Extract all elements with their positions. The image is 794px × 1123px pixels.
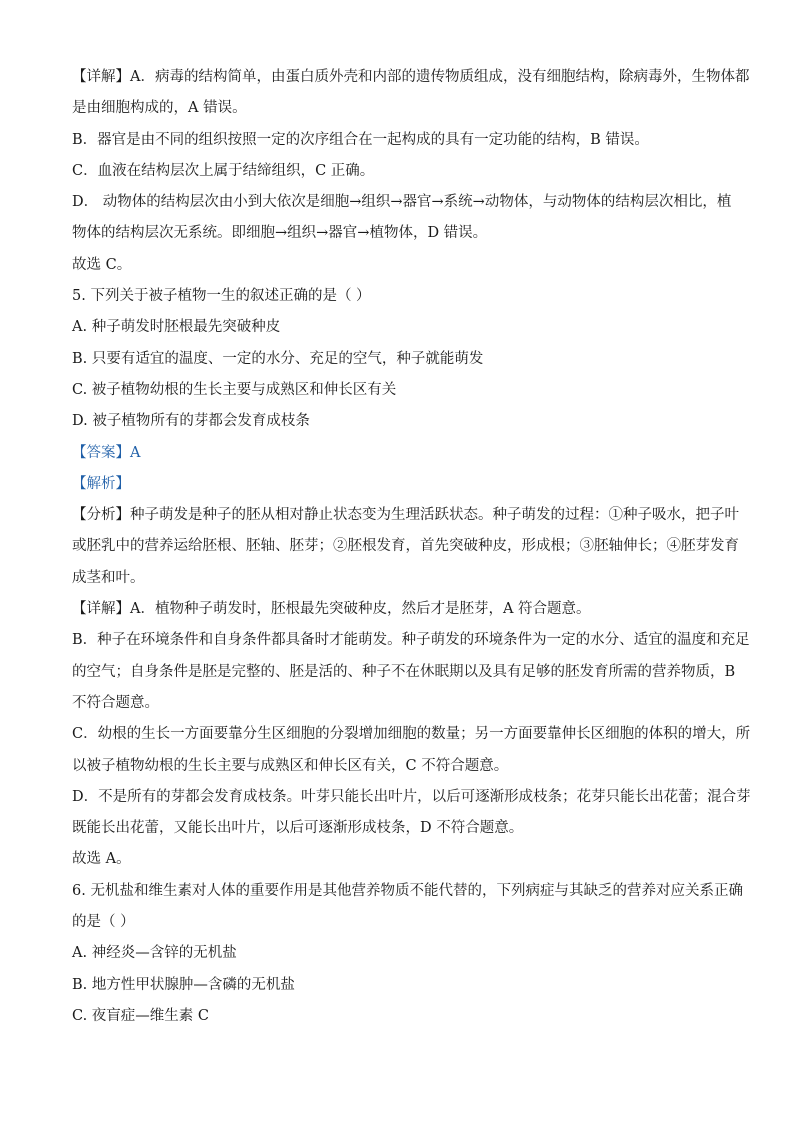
text-line: 既能长出花蕾，又能长出叶片，以后可逐渐形成枝条，D 不符合题意。 [72, 820, 524, 837]
paragraph [72, 125, 724, 156]
text-line: C. 被子植物幼根的生长主要与成熟区和伸长区有关 [72, 381, 397, 398]
text-line: 的空气；自身条件是胚是完整的、胚是活的、种子不在休眠期以及具有足够的胚发育所需的营养物质，B [72, 663, 736, 680]
text-line: 或胚乳中的营养运给胚根、胚轴、胚芽；②胚根发育，首先突破种皮，形成根；③胚轴伸长；④胚芽发育 [72, 538, 739, 555]
paragraph [72, 719, 751, 782]
text-line: D. 被子植物所有的芽都会发育成枝条 [72, 413, 310, 430]
text-line: C．血液在结构层次上属于结缔组织，C 正确。 [72, 162, 375, 179]
text-line: 故选 A。 [72, 851, 131, 868]
paragraph [72, 438, 724, 469]
text-line: 故选 C。 [72, 256, 132, 273]
text-line: A. 神经炎—含锌的无机盐 [72, 945, 237, 962]
text-line: A. 种子萌发时胚根最先突破种皮 [72, 319, 281, 336]
text-line: 【详解】A．病毒的结构简单，由蛋白质外壳和内部的遗传物质组成，没有细胞结构，除病毒外，生物体都 [72, 69, 750, 85]
text-line: C．幼根的生长一方面要靠分生区细胞的分裂增加细胞的数量；另一方面要靠伸长区细胞的体积的增大，所 [72, 726, 751, 743]
paragraph [72, 625, 750, 719]
text-line: D．不是所有的芽都会发育成枝条。叶芽只能长出叶片，以后可逐渐形成枝条；花芽只能长出花蕾；混合芽 [72, 788, 751, 805]
paragraph [72, 250, 724, 281]
text-line: B．器官是由不同的组织按照一定的次序组合在一起构成的具有一定功能的结构，B 错误。 [72, 131, 649, 148]
paragraph [72, 406, 724, 437]
text-line: 不符合题意。 [72, 694, 159, 711]
text-line: 物体的结构层次无系统。即细胞→组织→器官→植物体，D 错误。 [72, 225, 488, 242]
paragraph [72, 156, 724, 187]
paragraph [72, 970, 724, 1001]
text-line: B. 地方性甲状腺肿—含磷的无机盐 [72, 976, 295, 993]
paragraph [72, 344, 724, 375]
text-line: 成茎和叶。 [72, 569, 145, 586]
text-line: 6. 无机盐和维生素对人体的重要作用是其他营养物质不能代替的，下列病症与其缺乏的营养对应关系正确 [72, 882, 743, 899]
text-line: 以被子植物幼根的生长主要与成熟区和伸长区有关，C 不符合题意。 [72, 757, 509, 774]
paragraph [72, 594, 724, 625]
text-line: 【答案】A [72, 444, 141, 461]
paragraph [72, 469, 724, 500]
text-line: 【详解】A．植物种子萌发时，胚根最先突破种皮，然后才是胚芽，A 符合题意。 [72, 601, 591, 618]
paragraph [72, 187, 732, 250]
text-line: D． 动物体的结构层次由小到大依次是细胞→组织→器官→系统→动物体，与动物体的结构层次相比，植 [72, 194, 732, 211]
paragraph [72, 1001, 724, 1032]
text-line: B．种子在环境条件和自身条件都具备时才能萌发。种子萌发的环境条件为一定的水分、适宜的温度和充足 [72, 632, 750, 649]
text-line: 5. 下列关于被子植物一生的叙述正确的是（ ） [72, 288, 371, 305]
paragraph [72, 312, 724, 343]
text-line: 【分析】种子萌发是种子的胚从相对静止状态变为生理活跃状态。种子萌发的过程：①种子吸水，把子叶 [72, 507, 739, 524]
text-line: 是由细胞构成的，A 错误。 [72, 100, 247, 117]
text-line: 【解析】 [72, 475, 130, 492]
paragraph [72, 500, 739, 594]
paragraph [72, 876, 743, 939]
text-line: B. 只要有适宜的温度、一定的水分、充足的空气，种子就能萌发 [72, 350, 484, 367]
paragraph [72, 844, 724, 875]
paragraph [72, 62, 750, 125]
paragraph [72, 938, 724, 969]
paragraph [72, 782, 751, 845]
document-body [72, 62, 751, 1032]
text-line: 的是（ ） [72, 914, 135, 931]
text-line: C. 夜盲症—维生素 C [72, 1007, 209, 1024]
paragraph [72, 281, 724, 312]
paragraph [72, 375, 724, 406]
